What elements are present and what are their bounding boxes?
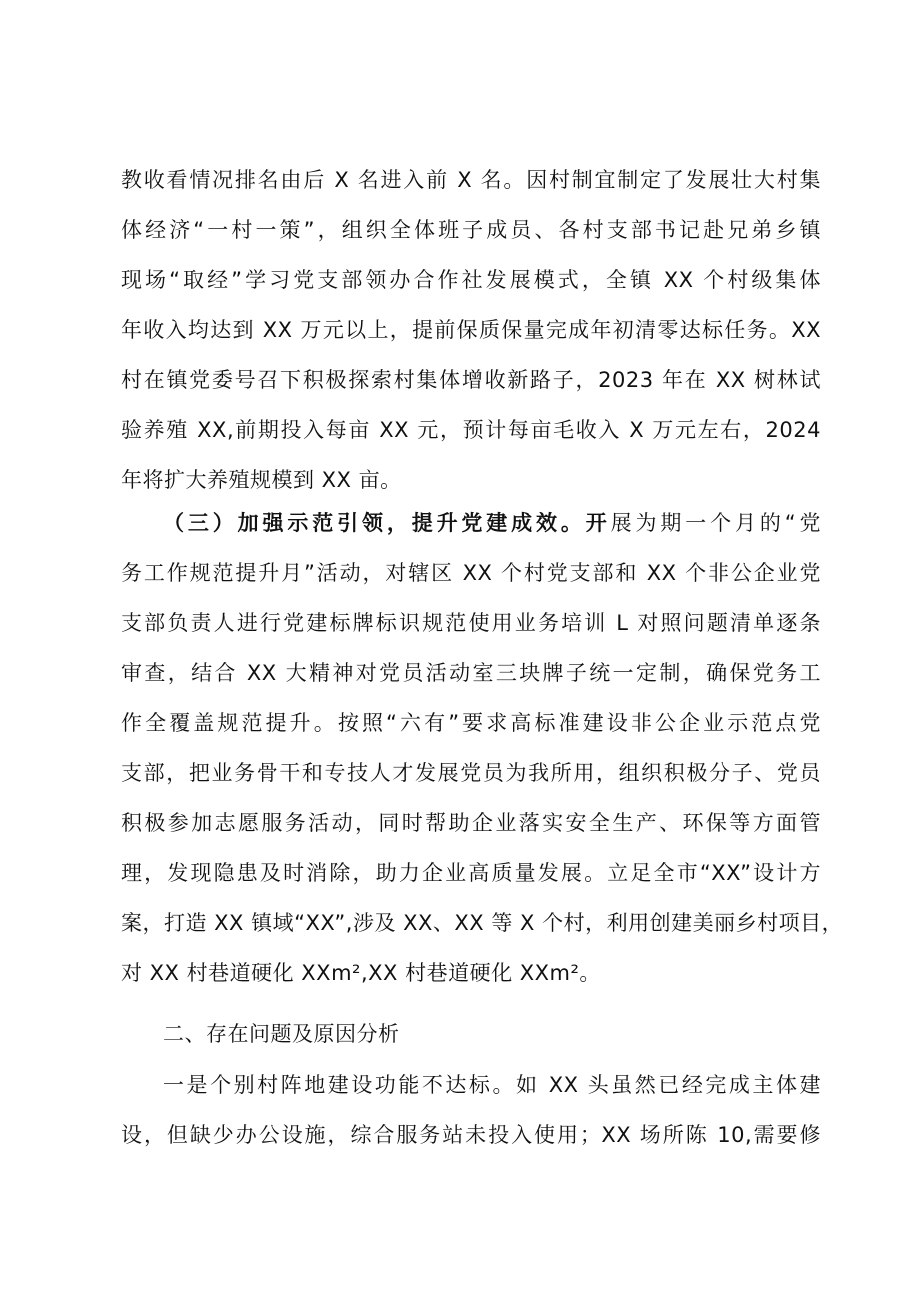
text-line: 村在镇党委号召下积极探索村集体增收新路子，2023 年在 XX 树林试 xyxy=(121,368,821,392)
paragraph-demonstration xyxy=(121,498,844,998)
text-line: 设，但缺少办公设施，综合服务站未投入使用；XX 场所陈 10,需要修 xyxy=(121,1123,821,1147)
text-line: 作全覆盖规范提升。按照“六有”要求高标准建设非公企业示范点党 xyxy=(121,711,821,735)
text-line: 验养殖 XX,前期投入每亩 XX 元，预计每亩毛收入 X 万元左右，2024 xyxy=(121,418,821,442)
paragraph-village-economy xyxy=(121,155,821,505)
text-line: 现场“取经”学习党支部领办合作社发展模式，全镇 XX 个村级集体 xyxy=(121,268,821,292)
text-line: 体经济“一村一策”，组织全体班子成员、各村支部书记赴兄弟乡镇 xyxy=(121,218,821,242)
paragraph-problems xyxy=(121,1060,821,1160)
text-line: 一是个别村阵地建设功能不达标。如 XX 头虽然已经完成主体建 xyxy=(163,1073,821,1097)
section-heading-block xyxy=(121,1009,821,1059)
text-line: 积极参加志愿服务活动，同时帮助企业落实安全生产、环保等方面管 xyxy=(121,811,821,835)
section-heading: 二、存在问题及原因分析 xyxy=(163,1022,400,1046)
text-line: 案，打造 XX 镇域“XX”,涉及 XX、XX 等 X 个村，利用创建美丽乡村项目， xyxy=(121,911,844,935)
text-line: 审查，结合 XX 大精神对党员活动室三块牌子统一定制，确保党务工 xyxy=(121,661,821,685)
paragraph-lead-heading: （三）加强示范引领，提升党建成效。开 xyxy=(163,511,611,535)
text-line: 年收入均达到 XX 万元以上，提前保质保量完成年初清零达标任务。XX xyxy=(121,318,821,342)
text-line: 对 XX 村巷道硬化 XXm²,XX 村巷道硬化 XXm²。 xyxy=(121,961,601,985)
paragraph-first-line xyxy=(121,498,821,548)
text-line: 理，发现隐患及时消除，助力企业高质量发展。立足全市“XX”设计方 xyxy=(121,861,821,885)
text-line: 务工作规范提升月”活动，对辖区 XX 个村党支部和 XX 个非公企业党 xyxy=(121,561,821,585)
text-line: 支部负责人进行党建标牌标识规范使用业务培训 L 对照问题清单逐条 xyxy=(121,611,821,635)
text-fragment: 展为期一个月的“党 xyxy=(610,511,821,535)
text-line: 年将扩大养殖规模到 XX 亩。 xyxy=(121,468,402,492)
text-line: 教收看情况排名由后 X 名进入前 X 名。因村制宜制定了发展壮大村集 xyxy=(121,168,821,192)
text-line: 支部，把业务骨干和专技人才发展党员为我所用，组织积极分子、党员 xyxy=(121,761,821,785)
